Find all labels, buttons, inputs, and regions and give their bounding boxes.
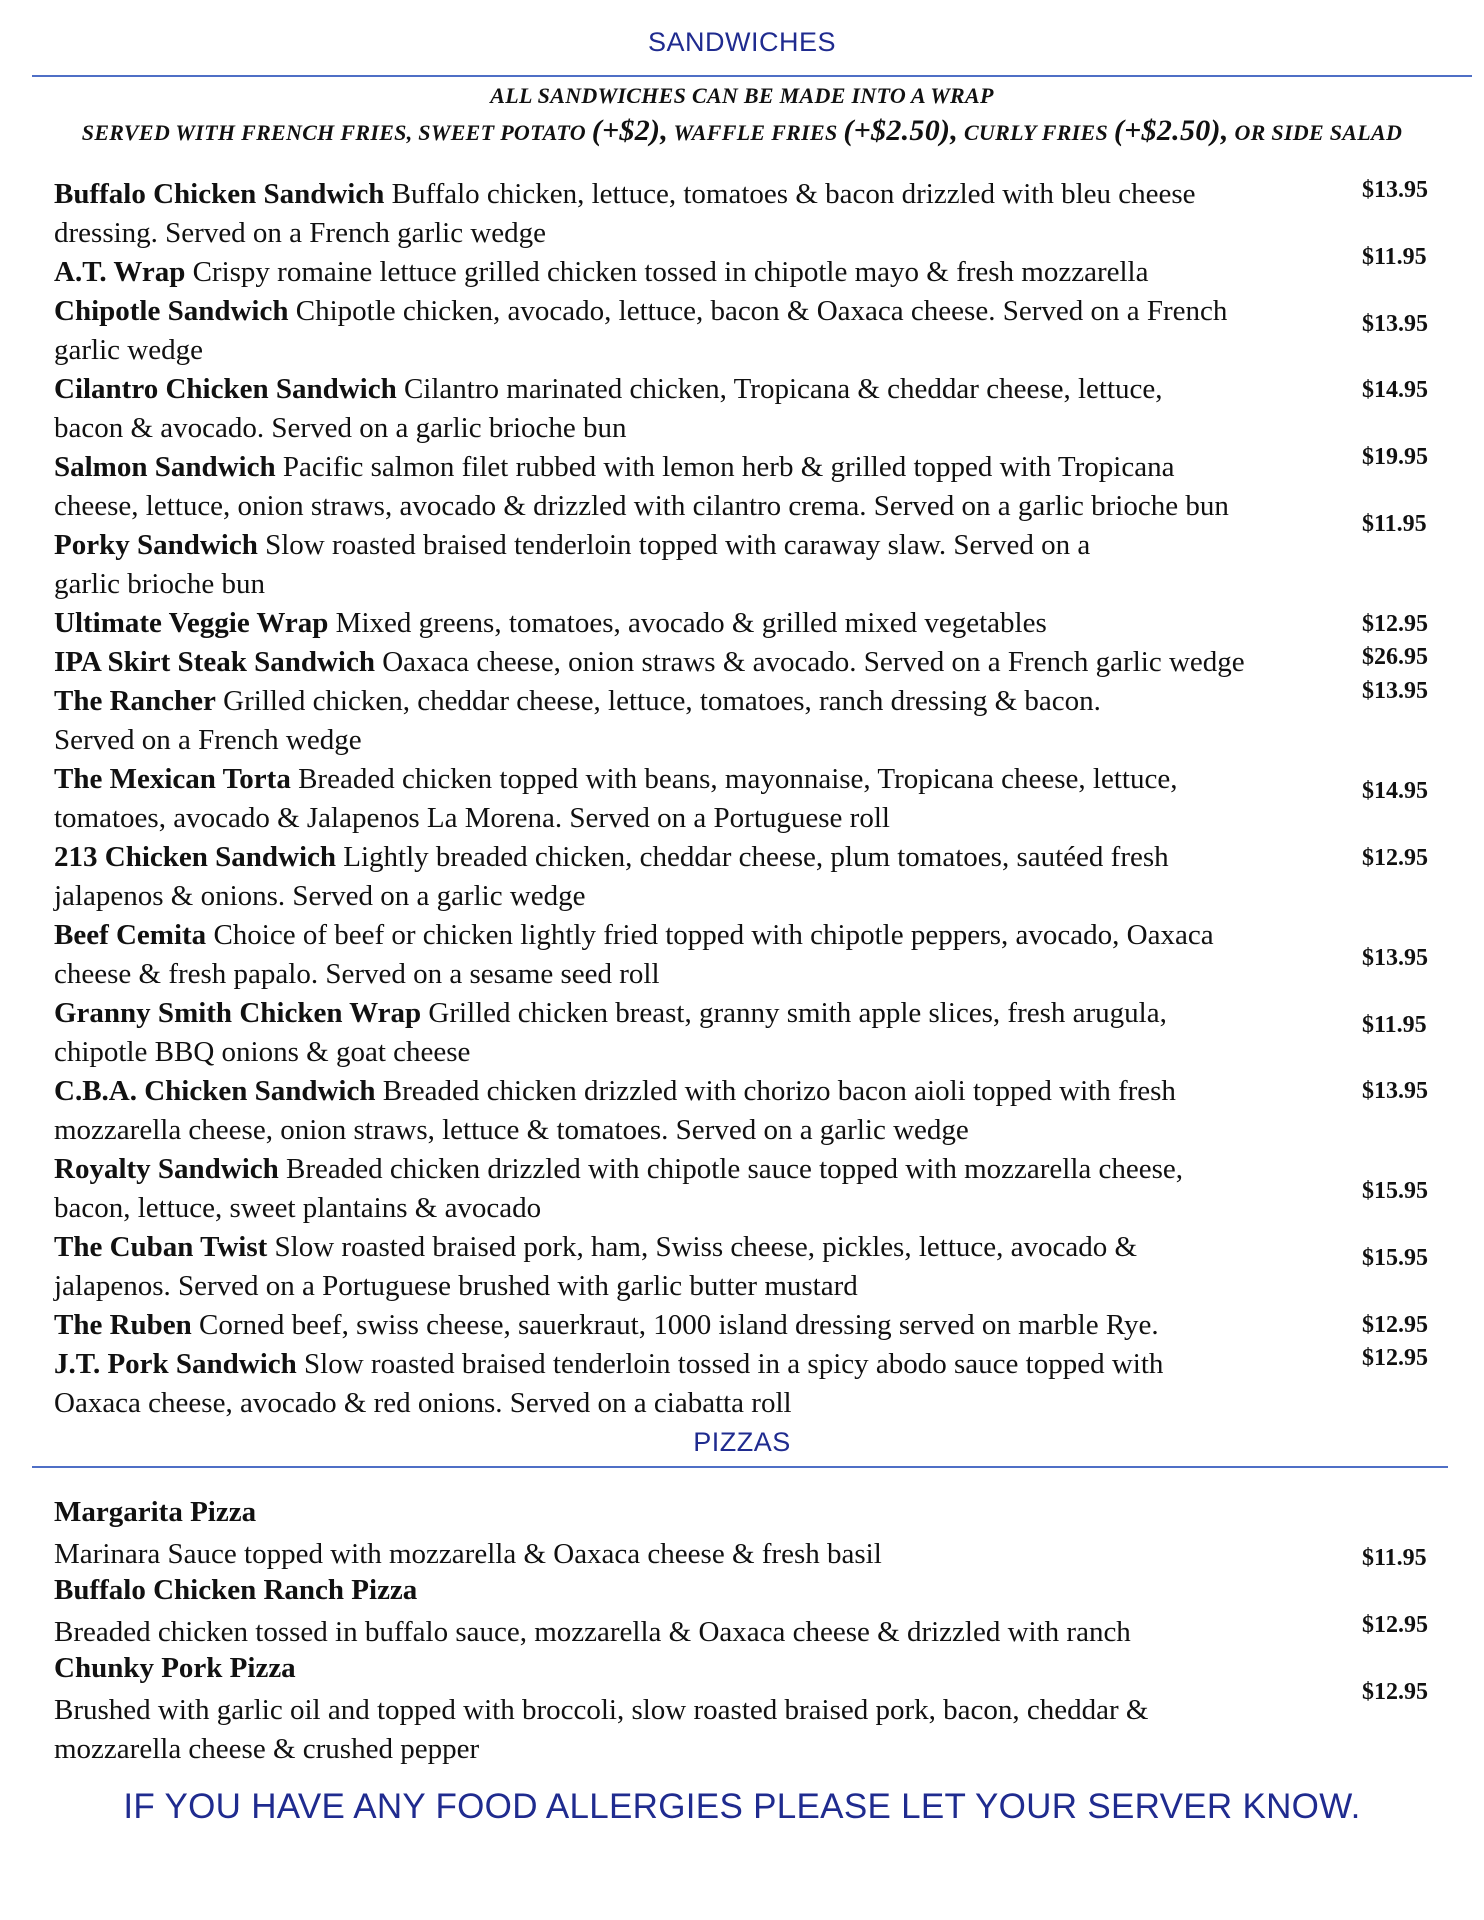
price: $19.95: [1362, 444, 1428, 470]
menu-item-the-rancher: [54, 682, 1344, 760]
menu-item-ultimate-veggie-wrap: [54, 604, 1344, 643]
price: $26.95: [1362, 644, 1428, 670]
item-name: Royalty Sandwich: [54, 1153, 279, 1185]
menu-item-213-chicken-sandwich: [54, 838, 1344, 916]
item-desc-cont: cheese & fresh papalo. Served on a sesame seed roll: [54, 958, 660, 990]
price: $11.95: [1362, 1012, 1427, 1038]
item-desc-cont: bacon & avocado. Served on a garlic brioche bun: [54, 412, 627, 444]
item-desc: Slow roasted braised pork, ham, Swiss cheese, pickles, lettuce, avocado &: [274, 1231, 1138, 1263]
item-name: Granny Smith Chicken Wrap: [54, 997, 422, 1029]
allergy-notice: IF YOU HAVE ANY FOOD ALLERGIES PLEASE LET YOUR SERVER KNOW.: [123, 1787, 1361, 1826]
menu-item-chipotle-sandwich: [54, 292, 1344, 370]
item-desc: Chipotle chicken, avocado, lettuce, bacon & Oaxaca cheese. Served on a French: [295, 295, 1228, 327]
menu-item-jt-pork-sandwich: [54, 1345, 1344, 1423]
item-desc: Breaded chicken drizzled with chorizo bacon aioli topped with fresh: [382, 1075, 1176, 1107]
item-name: Porky Sandwich: [54, 529, 258, 561]
item-desc: Corned beef, swiss cheese, sauerkraut, 1000 island dressing served on marble Rye.: [199, 1309, 1159, 1341]
menu-item-the-cuban-twist: [54, 1228, 1344, 1306]
menu-item-cba-chicken-sandwich: [54, 1072, 1344, 1150]
price: $12.95: [1362, 1679, 1428, 1705]
menu-item-beef-cemita: [54, 916, 1344, 994]
price: $12.95: [1362, 1312, 1428, 1338]
price: $13.95: [1362, 1078, 1428, 1104]
pizzas-divider: [32, 1466, 1448, 1468]
menu-item-the-mexican-torta: [54, 760, 1344, 838]
item-desc-cont: cheese, lettuce, onion straws, avocado & drizzled with cilantro crema. Served on a garlic brioche bun: [54, 490, 1229, 522]
item-desc: Mixed greens, tomatoes, avocado & grilled mixed vegetables: [335, 607, 1047, 639]
price: $12.95: [1362, 611, 1428, 637]
pizza-name-buffalo-chicken-ranch: Buffalo Chicken Ranch Pizza: [54, 1574, 418, 1606]
item-desc: Crispy romaine lettuce grilled chicken tossed in chipotle mayo & fresh mozzarella: [192, 256, 1149, 288]
item-name: IPA Skirt Steak Sandwich: [54, 646, 375, 678]
item-desc: Oaxaca cheese, onion straws & avocado. Served on a French garlic wedge: [382, 646, 1245, 678]
item-desc-cont: dressing. Served on a French garlic wedge: [54, 217, 547, 249]
item-desc-cont: mozzarella cheese, onion straws, lettuce & tomatoes. Served on a garlic wedge: [54, 1114, 969, 1146]
item-desc: Breaded chicken topped with beans, mayonnaise, Tropicana cheese, lettuce,: [298, 763, 1178, 795]
item-desc-cont: Oaxaca cheese, avocado & red onions. Served on a ciabatta roll: [54, 1387, 792, 1419]
item-desc: Lightly breaded chicken, cheddar cheese, plum tomatoes, sautéed fresh: [343, 841, 1169, 873]
sandwiches-divider: [32, 75, 1472, 77]
price: $13.95: [1362, 678, 1428, 704]
menu-item-the-ruben: [54, 1306, 1344, 1345]
pizza-desc-buffalo-chicken-ranch: Breaded chicken tossed in buffalo sauce, mozzarella & Oaxaca cheese & drizzled with ranch: [54, 1616, 1131, 1648]
price: $11.95: [1362, 1545, 1427, 1571]
item-desc-cont: garlic brioche bun: [54, 568, 265, 600]
menu-item-buffalo-chicken-sandwich: [54, 175, 1344, 253]
item-name: Ultimate Veggie Wrap: [54, 607, 329, 639]
item-name: The Rancher: [54, 685, 216, 717]
item-desc: Cilantro marinated chicken, Tropicana & cheddar cheese, lettuce,: [403, 373, 1163, 405]
pizza-name-chunky-pork: Chunky Pork Pizza: [54, 1652, 296, 1684]
item-name: Beef Cemita: [54, 919, 207, 951]
item-name: Cilantro Chicken Sandwich: [54, 373, 397, 405]
item-name: J.T. Pork Sandwich: [54, 1348, 297, 1380]
item-desc: Choice of beef or chicken lightly fried topped with chipotle peppers, avocado, Oaxaca: [213, 919, 1214, 951]
menu-item-at-wrap: [54, 253, 1344, 292]
menu-item-granny-smith-chicken-wrap: [54, 994, 1344, 1072]
price: $15.95: [1362, 1245, 1428, 1271]
item-name: C.B.A. Chicken Sandwich: [54, 1075, 376, 1107]
item-desc-cont: tomatoes, avocado & Jalapenos La Morena. Served on a Portuguese roll: [54, 802, 890, 834]
sides-note: SERVED WITH FRENCH FRIES, SWEET POTATO (+$2), WAFFLE FRIES (+$2.50), CURLY FRIES (+$2.50), OR SIDE SALAD: [81, 114, 1403, 147]
menu-item-porky-sandwich: [54, 526, 1344, 604]
price: $12.95: [1362, 1612, 1428, 1638]
item-name: A.T. Wrap: [54, 256, 186, 288]
item-desc-cont: bacon, lettuce, sweet plantains & avocado: [54, 1192, 542, 1224]
item-name: Chipotle Sandwich: [54, 295, 289, 327]
item-desc-cont: jalapenos & onions. Served on a garlic wedge: [54, 880, 586, 912]
price: $11.95: [1362, 244, 1427, 270]
item-name: Salmon Sandwich: [54, 451, 276, 483]
pizza-desc-margarita: Marinara Sauce topped with mozzarella & Oaxaca cheese & fresh basil: [54, 1538, 882, 1570]
pizzas-heading: PIZZAS: [693, 1427, 791, 1457]
price: $12.95: [1362, 1345, 1428, 1371]
item-desc: Grilled chicken, cheddar cheese, lettuce, tomatoes, ranch dressing & bacon.: [223, 685, 1101, 717]
wrap-note: ALL SANDWICHES CAN BE MADE INTO A WRAP: [490, 83, 994, 108]
item-desc-cont: chipotle BBQ onions & goat cheese: [54, 1036, 471, 1068]
item-desc-cont: jalapenos. Served on a Portuguese brushed with garlic butter mustard: [54, 1270, 858, 1302]
item-desc-cont: garlic wedge: [54, 334, 203, 366]
item-desc: Slow roasted braised tenderloin tossed in a spicy abodo sauce topped with: [304, 1348, 1164, 1380]
item-name: Buffalo Chicken Sandwich: [54, 178, 385, 210]
item-desc: Breaded chicken drizzled with chipotle sauce topped with mozzarella cheese,: [286, 1153, 1184, 1185]
price: $13.95: [1362, 177, 1428, 203]
menu-item-cilantro-chicken-sandwich: [54, 370, 1344, 448]
price: $12.95: [1362, 845, 1428, 871]
price: $14.95: [1362, 778, 1428, 804]
price: $14.95: [1362, 377, 1428, 403]
item-desc-cont: Served on a French wedge: [54, 724, 362, 756]
item-desc: Buffalo chicken, lettuce, tomatoes & bacon drizzled with bleu cheese: [391, 178, 1196, 210]
price: $15.95: [1362, 1178, 1428, 1204]
pizza-desc-chunky-pork: Brushed with garlic oil and topped with broccoli, slow roasted braised pork, bacon, cheddar & mozzarella cheese & crushed pepper: [54, 1694, 1149, 1765]
price: $13.95: [1362, 311, 1428, 337]
item-name: The Ruben: [54, 1309, 192, 1341]
item-desc: Pacific salmon filet rubbed with lemon herb & grilled topped with Tropicana: [282, 451, 1175, 483]
menu-item-ipa-skirt-steak-sandwich: [54, 643, 1344, 682]
item-desc: Grilled chicken breast, granny smith apple slices, fresh arugula,: [428, 997, 1167, 1029]
item-desc: Slow roasted braised tenderloin topped with caraway slaw. Served on a: [265, 529, 1091, 561]
sandwiches-heading: SANDWICHES: [647, 27, 836, 57]
menu-item-royalty-sandwich: [54, 1150, 1344, 1228]
item-name: 213 Chicken Sandwich: [54, 841, 337, 873]
pizza-name-margarita: Margarita Pizza: [54, 1496, 257, 1528]
item-name: The Mexican Torta: [54, 763, 291, 795]
price: $11.95: [1362, 511, 1427, 537]
price: $13.95: [1362, 945, 1428, 971]
menu-item-salmon-sandwich: [54, 448, 1344, 526]
item-name: The Cuban Twist: [54, 1231, 268, 1263]
